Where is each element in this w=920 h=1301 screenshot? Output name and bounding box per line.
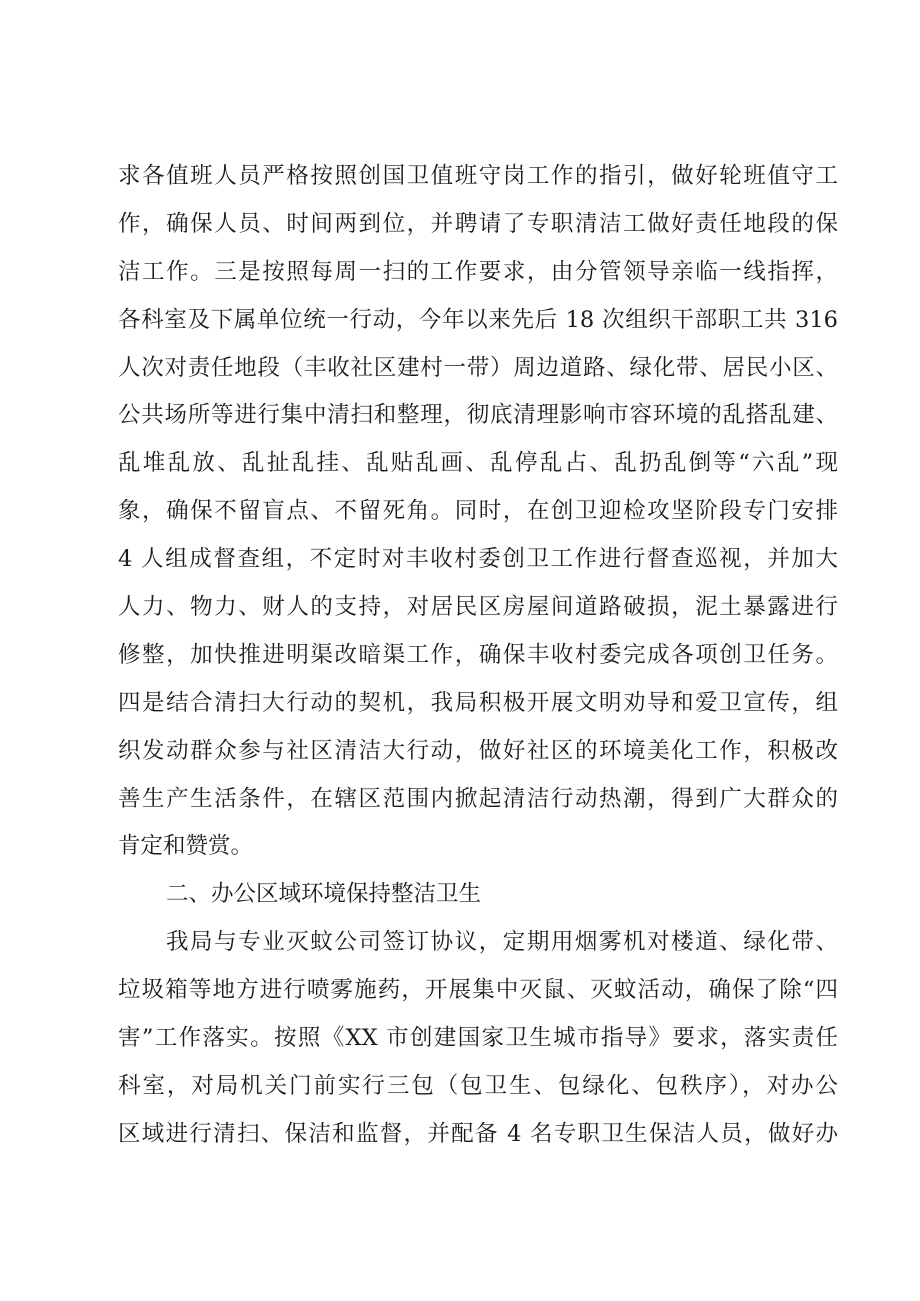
section-heading: 二、办公区域环境保持整洁卫生 (166, 881, 482, 908)
text-line: 垃圾箱等地方进行喷雾施药，开展集中灭鼠、灭蚊活动，确保了除“四 (118, 977, 838, 1004)
text-line: 织发动群众参与社区清洁大行动，做好社区的环境美化工作，积极改 (118, 737, 838, 764)
text-line: 象，确保不留盲点、不留死角。同时，在创卫迎检攻坚阶段专门安排 (118, 498, 838, 525)
text-line: 善生产生活条件，在辖区范围内掀起清洁行动热潮，得到广大群众的 (118, 785, 838, 812)
text-line: 肯定和赞赏。 (118, 833, 254, 860)
text-line: 修整，加快推进明渠改暗渠工作，确保丰收村委完成各项创卫任务。 (118, 641, 838, 668)
text-line: 求各值班人员严格按照创国卫值班守岗工作的指引，做好轮班值守工 (118, 163, 838, 189)
text-line: 人力、物力、财人的支持，对居民区房屋间道路破损，泥土暴露进行 (118, 594, 838, 621)
text-line: 区域进行清扫、保洁和监督，并配备 4 名专职卫生保洁人员，做好办 (118, 1120, 838, 1147)
text-line: 乱堆乱放、乱扯乱挂、乱贴乱画、乱停乱占、乱扔乱倒等“六乱”现 (118, 450, 838, 477)
document-body (118, 153, 838, 1159)
text-line: 洁工作。三是按照每周一扫的工作要求，由分管领导亲临一线指挥， (118, 258, 838, 285)
text-line: 作，确保人员、时间两到位，并聘请了专职清洁工做好责任地段的保 (118, 210, 838, 237)
text-line: 我局与专业灭蚊公司签订协议，定期用烟雾机对楼道、绿化带、 (166, 929, 838, 956)
text-line: 各科室及下属单位统一行动，今年以来先后 18 次组织干部职工共 316 (118, 306, 838, 333)
text-line: 公共场所等进行集中清扫和整理，彻底清理影响市容环境的乱搭乱建、 (118, 402, 838, 429)
text-line: 四是结合清扫大行动的契机，我局积极开展文明劝导和爱卫宣传，组 (118, 689, 838, 716)
text-line: 害”工作落实。按照《XX 市创建国家卫生城市指导》要求，落实责任 (118, 1025, 838, 1052)
text-line: 科室，对局机关门前实行三包（包卫生、包绿化、包秩序），对办公 (118, 1072, 838, 1099)
text-line: 4 人组成督查组，不定时对丰收村委创卫工作进行督查巡视，并加大 (118, 546, 838, 573)
text-line: 人次对责任地段（丰收社区建村一带）周边道路、绿化带、居民小区、 (118, 354, 838, 381)
